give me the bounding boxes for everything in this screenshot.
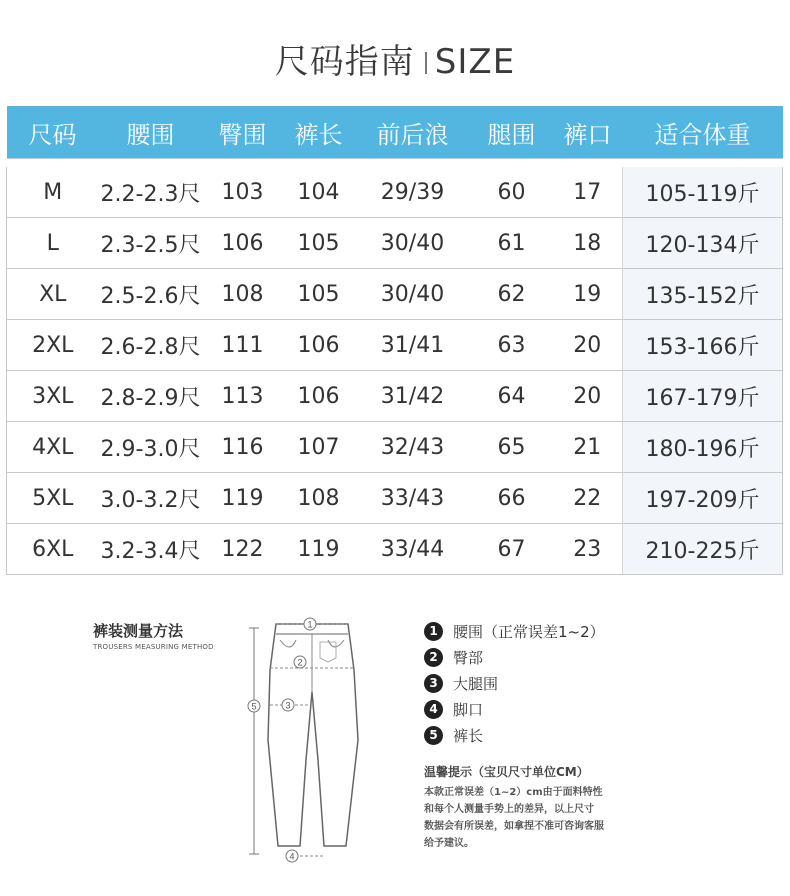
table-cell: 153-166斤 — [623, 320, 783, 371]
table-cell: 66 — [471, 473, 553, 524]
table-cell: M — [7, 167, 99, 218]
table-spacer — [7, 159, 783, 168]
legend-item — [424, 696, 605, 722]
size-table — [6, 106, 783, 575]
trousers-diagram — [240, 610, 390, 866]
table-cell: 20 — [553, 371, 623, 422]
table-cell: 197-209斤 — [623, 473, 783, 524]
table-cell: 2.2-2.3尺 — [99, 167, 203, 218]
table-cell: 116 — [203, 422, 283, 473]
marker-2 — [294, 656, 306, 668]
table-row — [7, 167, 783, 218]
page-title — [0, 34, 790, 83]
table-row — [7, 371, 783, 422]
legend-label: 腰围（正常误差1~2） — [453, 622, 605, 641]
legend-number-icon: 4 — [424, 700, 443, 719]
table-cell: 3XL — [7, 371, 99, 422]
legend-number-icon: 2 — [424, 648, 443, 667]
marker-3 — [282, 699, 294, 711]
table-cell: 5XL — [7, 473, 99, 524]
table-cell: 31/41 — [355, 320, 471, 371]
table-cell: 103 — [203, 167, 283, 218]
table-cell: 64 — [471, 371, 553, 422]
table-cell: 23 — [553, 524, 623, 575]
marker-2-text: 2 — [297, 657, 303, 668]
table-cell: 2.5-2.6尺 — [99, 269, 203, 320]
table-cell: 2.6-2.8尺 — [99, 320, 203, 371]
header-length: 裤长 — [283, 106, 355, 159]
table-cell: 111 — [203, 320, 283, 371]
table-cell: 180-196斤 — [623, 422, 783, 473]
guide-title: 裤装测量方法 — [93, 622, 184, 640]
marker-3-text: 3 — [285, 700, 291, 711]
title-main: 尺码指南 — [274, 42, 415, 82]
table-cell: 32/43 — [355, 422, 471, 473]
table-cell: 31/42 — [355, 371, 471, 422]
legend-item — [424, 722, 605, 748]
tips-title: 温馨提示（宝贝尺寸单位CM） — [424, 765, 589, 779]
tips-line: 数据会有所误差，如拿捏不准可咨询客服 — [424, 821, 604, 832]
table-row — [7, 524, 783, 575]
table-cell: 104 — [283, 167, 355, 218]
table-cell: 122 — [203, 524, 283, 575]
legend-label: 大腿围 — [453, 674, 499, 693]
legend-number-icon: 3 — [424, 674, 443, 693]
table-cell: 20 — [553, 320, 623, 371]
table-cell: 108 — [203, 269, 283, 320]
table-cell: 120-134斤 — [623, 218, 783, 269]
table-cell: 106 — [283, 371, 355, 422]
table-cell: 106 — [203, 218, 283, 269]
marker-1 — [304, 618, 316, 630]
spacer-cell — [7, 159, 783, 168]
table-cell: 106 — [283, 320, 355, 371]
table-cell: 3.2-3.4尺 — [99, 524, 203, 575]
legend-label: 裤长 — [453, 726, 484, 745]
table-cell: 17 — [553, 167, 623, 218]
legend-item — [424, 644, 605, 670]
table-cell: 4XL — [7, 422, 99, 473]
table-cell: 65 — [471, 422, 553, 473]
table-row — [7, 320, 783, 371]
table-cell: 108 — [283, 473, 355, 524]
legend-item — [424, 670, 605, 696]
table-cell: 6XL — [7, 524, 99, 575]
table-cell: 119 — [203, 473, 283, 524]
legend-label: 臀部 — [453, 648, 484, 667]
title-divider — [425, 52, 427, 74]
table-cell: 19 — [553, 269, 623, 320]
table-cell: 67 — [471, 524, 553, 575]
table-row — [7, 269, 783, 320]
title-sub: SIZE — [434, 42, 516, 82]
header-weight: 适合体重 — [623, 106, 783, 159]
table-cell: XL — [7, 269, 99, 320]
tips-box — [424, 763, 654, 852]
table-cell: 62 — [471, 269, 553, 320]
table-cell: 30/40 — [355, 269, 471, 320]
table-cell: 2.8-2.9尺 — [99, 371, 203, 422]
table-row — [7, 218, 783, 269]
table-cell: 2.3-2.5尺 — [99, 218, 203, 269]
tips-line: 本款正常误差（1~2）cm由于面料特性 — [424, 787, 603, 798]
header-thigh: 腿围 — [471, 106, 553, 159]
table-header-row — [7, 106, 783, 159]
measurement-legend — [424, 618, 605, 748]
legend-item — [424, 618, 605, 644]
header-rise: 前后浪 — [355, 106, 471, 159]
table-cell: 30/40 — [355, 218, 471, 269]
table-cell: 135-152斤 — [623, 269, 783, 320]
table-cell: 3.0-3.2尺 — [99, 473, 203, 524]
legend-label: 脚口 — [453, 700, 484, 719]
table-cell: L — [7, 218, 99, 269]
table-cell: 60 — [471, 167, 553, 218]
table-cell: 33/43 — [355, 473, 471, 524]
table-cell: 21 — [553, 422, 623, 473]
marker-4-text: 4 — [289, 851, 295, 862]
tips-line: 给予建议。 — [424, 838, 474, 849]
marker-4 — [286, 850, 298, 862]
table-cell: 61 — [471, 218, 553, 269]
table-cell: 210-225斤 — [623, 524, 783, 575]
marker-5-text: 5 — [251, 701, 257, 712]
table-cell: 105 — [283, 269, 355, 320]
table-row — [7, 473, 783, 524]
header-hip: 臀围 — [203, 106, 283, 159]
header-size: 尺码 — [7, 106, 99, 159]
table-cell: 105-119斤 — [623, 167, 783, 218]
marker-5 — [248, 700, 260, 712]
table-row — [7, 422, 783, 473]
table-cell: 18 — [553, 218, 623, 269]
table-cell: 113 — [203, 371, 283, 422]
table-cell: 22 — [553, 473, 623, 524]
table-cell: 167-179斤 — [623, 371, 783, 422]
tips-text — [424, 784, 654, 852]
legend-number-icon: 5 — [424, 726, 443, 745]
table-cell: 33/44 — [355, 524, 471, 575]
table-cell: 63 — [471, 320, 553, 371]
header-waist: 腰围 — [99, 106, 203, 159]
header-leg-opening: 裤口 — [553, 106, 623, 159]
table-cell: 2XL — [7, 320, 99, 371]
legend-number-icon: 1 — [424, 622, 443, 641]
table-cell: 2.9-3.0尺 — [99, 422, 203, 473]
table-cell: 105 — [283, 218, 355, 269]
table-cell: 107 — [283, 422, 355, 473]
marker-1-text: 1 — [307, 619, 313, 630]
tips-line: 和每个人测量手势上的差异，以上尺寸 — [424, 804, 594, 815]
guide-subtitle: TROUSERS MEASURING METHOD — [93, 643, 214, 651]
table-cell: 29/39 — [355, 167, 471, 218]
table-cell: 119 — [283, 524, 355, 575]
